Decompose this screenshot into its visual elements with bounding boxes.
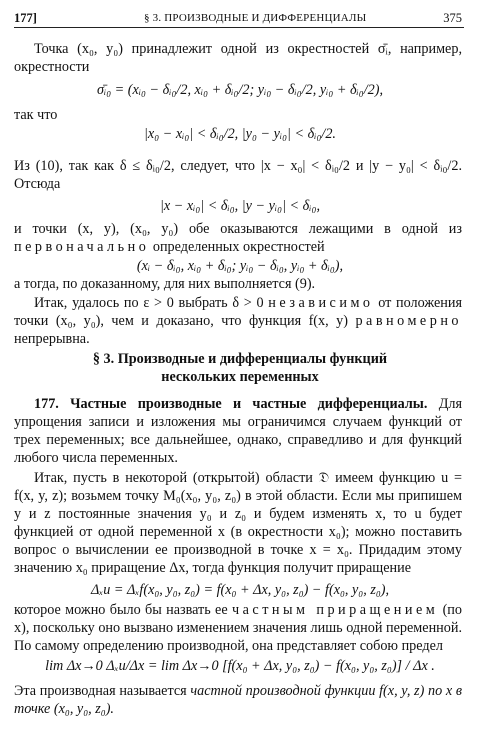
formula-distance: |x₀ − xᵢ₀| < δᵢ₀/2, |y₀ − yᵢ₀| < δᵢ₀/2. xyxy=(144,126,336,142)
paragraph-9-text: которое можно было бы назвать ее xyxy=(14,602,228,618)
paragraph-9 xyxy=(14,601,462,655)
header-rule xyxy=(14,27,464,28)
paragraph-5: а тогда, по доказанному, для них выполняется (9). xyxy=(14,276,316,292)
formula-partial-increment: Δₓu = Δₓf(x₀, y₀, z₀) = f(x₀ + Δx, y₀, z₀) − f(x₀, y₀, z₀), xyxy=(90,582,390,598)
paragraph-4 xyxy=(14,220,462,256)
paragraph-7-text: Для упрощения записи и изложения мы ограничимся случаем функций от трех переменных; все дальнейшее, однако, справедливо и для функций любого числа переменных. xyxy=(14,396,462,466)
paragraph-10-italic: частной производной функции f(x, y, z) по x в точке (x₀, y₀, z₀). xyxy=(14,683,463,717)
section-heading-line-2: нескольких переменных xyxy=(161,369,319,385)
paragraph-4-text: и точки (x, y), (x₀, y₀) обе оказываются лежащими в одной из xyxy=(14,221,462,237)
page-number: 375 xyxy=(443,11,462,25)
running-header xyxy=(14,11,462,27)
paragraph-6-emphasis-2: равномерно xyxy=(355,313,463,329)
subsection-heading: 177. Частные производные и частные дифференциалы. xyxy=(34,396,428,412)
paragraph-10-text: Эта производная называется xyxy=(14,683,187,699)
paragraph-8: Итак, пусть в некоторой (открытой) области 𝔇 имеем функцию u = f(x, y, z); возьмем точку M₀(x₀, y₀, z₀) в этой области. Если мы припишем y и z постоянные значения y₀ и z₀ и будем изменять x, то u будет функцией от одной переменной x (в окрестности x₀); можно поставить вопрос о вычислении ее производной в точке x = x₀. Придадим этому значению x₀ приращение Δx, тогда функция получит приращение xyxy=(14,470,462,576)
paragraph-10 xyxy=(14,682,462,718)
paragraph-3: Из (10), так как δ ≤ δᵢ₀/2, следует, что |x − x₀| < δᵢ₀/2 и |y − y₀| < δᵢ₀/2. Отсюда xyxy=(14,158,462,192)
paragraph-6-middle: от положения точки (x₀, y₀), чем и доказано, что функция f(x, y) xyxy=(14,295,462,329)
paragraph-6-tail: непрерывна. xyxy=(14,331,90,347)
paragraph-4-tail: определенных окрестностей xyxy=(152,239,325,255)
formula-neighborhood: σ̄ᵢ₀ = (xᵢ₀ − δᵢ₀/2, xᵢ₀ + δᵢ₀/2; yᵢ₀ − δᵢ₀/2, yᵢ₀ + δᵢ₀/2), xyxy=(96,82,384,98)
section-heading-line-1: § 3. Производные и дифференциалы функций xyxy=(92,351,388,367)
paragraph-2: так что xyxy=(14,107,58,123)
paragraph-9-emphasis: частным приращением xyxy=(232,602,439,618)
header-title: § 3. ПРОИЗВОДНЫЕ И ДИФФЕРЕНЦИАЛЫ xyxy=(144,12,367,24)
formula-inequality: |x − xᵢ₀| < δᵢ₀, |y − yᵢ₀| < δᵢ₀, xyxy=(160,198,320,214)
paragraph-1: Точка (x₀, y₀) принадлежит одной из окрестностей σ̄ᵢ, например, окрестности xyxy=(14,41,462,75)
paragraph-7 xyxy=(14,395,462,467)
paragraph-6 xyxy=(14,294,462,348)
header-section-number: 177] xyxy=(14,11,37,25)
formula-limit: lim Δx→0 Δₓu/Δx = lim Δx→0 [f(x₀ + Δx, y₀, z₀) − f(x₀, y₀, z₀)] / Δx . xyxy=(45,658,435,674)
formula-neighborhoods: (xᵢ − δᵢ₀, xᵢ₀ + δᵢ₀; yᵢ₀ − δᵢ₀, yᵢ₀ + δᵢ₀), xyxy=(136,258,344,274)
paragraph-9-tail: (по x), поскольку оно вызвано изменением значения лишь одной переменной. По самому определению производной, она представляет собою предел xyxy=(14,602,462,654)
paragraph-6-text: Итак, удалось по ε > 0 выбрать δ > 0 xyxy=(34,295,264,311)
paragraph-6-emphasis-1: независимо xyxy=(268,295,374,311)
paragraph-4-emphasis: первоначально xyxy=(14,239,150,255)
